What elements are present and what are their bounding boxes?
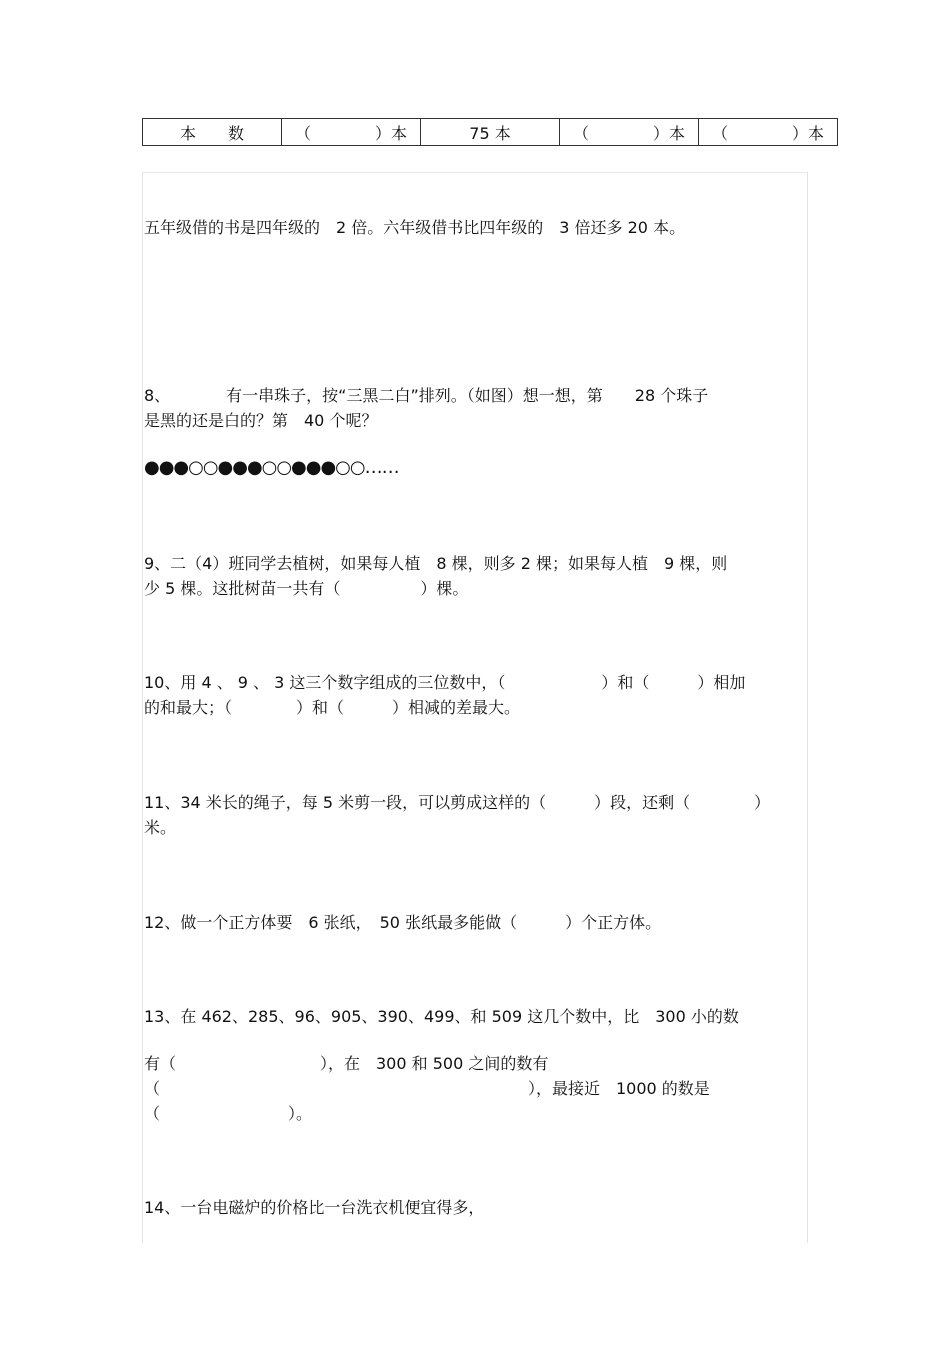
question-10-line-1: 10、用 4 、 9 、 3 这三个数字组成的三位数中，（ ）和（ ）相加 [144,673,746,692]
question-7-text: 五年级借的书是四年级的 2 倍。六年级借书比四年级的 3 倍还多 20 本。 [144,218,686,237]
table-cell-blank: （ ）本 [282,119,421,146]
table-cell-blank: （ ）本 [560,119,699,146]
question-12-text: 12、做一个正方体要 6 张纸， 50 张纸最多能做（ ）个正方体。 [144,913,662,932]
table-cell-value: 75 本 [421,119,560,146]
question-9-line-2: 少 5 棵。这批树苗一共有（ ）棵。 [144,579,469,598]
question-13-line-3: （ ），最接近 1000 的数是 [144,1079,710,1098]
question-8-line-2: 是黑的还是白的？第 40 个呢？ [144,411,378,430]
question-9-line-1: 9、二（4）班同学去植树，如果每人植 8 棵，则多 2 棵；如果每人植 9 棵，则 [144,554,728,573]
question-13-line-4: （ ）。 [144,1104,313,1123]
question-10-line-2: 的和最大；（ ）和（ ）相减的差最大。 [144,698,521,717]
table-row [143,119,838,146]
question-8-line-1: 8、 有一串珠子，按“三黑二白”排列。（如图）想一想，第 28 个珠子 [144,386,709,405]
bead-pattern: ●●●○○●●●○○●●●○○…… [144,457,399,478]
question-11-line-1: 11、34 米长的绳子，每 5 米剪一段，可以剪成这样的（ ）段，还剩（ ） [144,793,771,812]
question-13-line-2: 有（ ），在 300 和 500 之间的数有 [144,1054,549,1073]
question-11-line-2: 米。 [144,818,177,837]
question-14-text: 14、一台电磁炉的价格比一台洗衣机便宜得多， [144,1198,485,1217]
book-count-table [142,118,838,146]
table-cell-label: 本 数 [143,119,282,146]
question-13-line-1: 13、在 462、285、96、905、390、499、和 509 这几个数中，比 300 小的数 [144,1007,739,1026]
table-cell-blank: （ ）本 [699,119,838,146]
